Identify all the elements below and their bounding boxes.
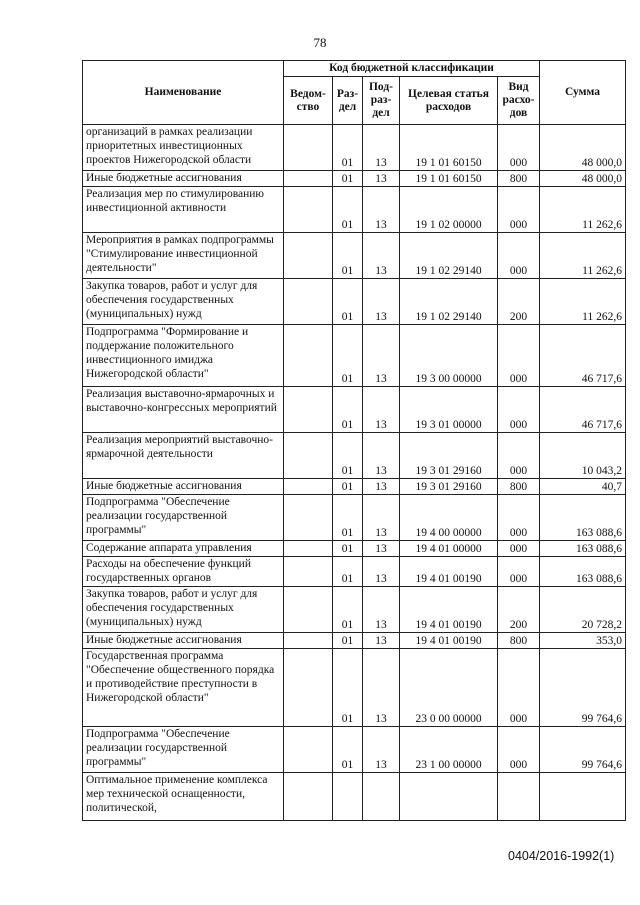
cell-podrazdel: 13 (363, 649, 400, 727)
cell-razdel: 01 (333, 433, 363, 479)
table-row (83, 387, 626, 433)
table-row (83, 479, 626, 495)
cell-podrazdel: 13 (363, 433, 400, 479)
cell-name: Иные бюджетные ассигнования (83, 633, 284, 649)
cell-razdel: 01 (333, 633, 363, 649)
cell-podrazdel: 13 (363, 387, 400, 433)
cell-podrazdel (363, 773, 400, 821)
cell-tselevaya: 23 1 00 00000 (400, 727, 498, 773)
table-row (83, 325, 626, 387)
cell-tselevaya: 19 4 00 00000 (400, 495, 498, 541)
cell-name: Государственная программа "Обеспечение общественного порядка и противодействие преступности в Нижегородской области" (83, 649, 284, 727)
cell-vid: 000 (498, 387, 540, 433)
cell-summa: 11 262,6 (540, 279, 626, 325)
cell-tselevaya: 19 4 01 00190 (400, 633, 498, 649)
table-row (83, 495, 626, 541)
table-row (83, 633, 626, 649)
cell-vedomstvo (284, 727, 333, 773)
cell-tselevaya: 19 4 01 00190 (400, 557, 498, 587)
table-row (83, 773, 626, 821)
cell-vedomstvo (284, 479, 333, 495)
cell-razdel: 01 (333, 649, 363, 727)
table-row (83, 587, 626, 633)
cell-vedomstvo (284, 387, 333, 433)
cell-name: Закупка товаров, работ и услуг для обеспечения государственных (муниципальных) нужд (83, 279, 284, 325)
cell-summa: 48 000,0 (540, 171, 626, 187)
cell-vid: 000 (498, 557, 540, 587)
cell-vedomstvo (284, 649, 333, 727)
cell-name: Подпрограмма "Обеспечение реализации государственной программы" (83, 495, 284, 541)
cell-tselevaya: 19 1 02 29140 (400, 233, 498, 279)
cell-vid: 000 (498, 649, 540, 727)
cell-podrazdel: 13 (363, 557, 400, 587)
document-code: 0404/2016-1992(1) (508, 849, 615, 863)
cell-vedomstvo (284, 557, 333, 587)
table-row (83, 541, 626, 557)
cell-name: Подпрограмма "Формирование и поддержание положительного инвестиционного имиджа Нижегородской области" (83, 325, 284, 387)
cell-tselevaya (400, 773, 498, 821)
cell-podrazdel: 13 (363, 479, 400, 495)
cell-vid: 800 (498, 171, 540, 187)
cell-razdel: 01 (333, 727, 363, 773)
cell-summa: 46 717,6 (540, 387, 626, 433)
cell-summa: 48 000,0 (540, 125, 626, 171)
cell-razdel: 01 (333, 171, 363, 187)
cell-tselevaya: 19 3 01 29160 (400, 479, 498, 495)
table-row (83, 649, 626, 727)
cell-razdel (333, 773, 363, 821)
cell-razdel: 01 (333, 541, 363, 557)
header-code-group: Код бюджетной классификации (284, 61, 540, 77)
cell-tselevaya: 19 3 01 29160 (400, 433, 498, 479)
cell-razdel: 01 (333, 479, 363, 495)
cell-vid: 800 (498, 479, 540, 495)
cell-vid: 000 (498, 727, 540, 773)
cell-vid: 200 (498, 279, 540, 325)
cell-razdel: 01 (333, 279, 363, 325)
cell-vedomstvo (284, 433, 333, 479)
cell-tselevaya: 23 0 00 00000 (400, 649, 498, 727)
cell-razdel: 01 (333, 557, 363, 587)
cell-name: Иные бюджетные ассигнования (83, 171, 284, 187)
cell-name: Оптимальное применение комплекса мер технической оснащенности, политической, (83, 773, 284, 821)
cell-name: Реализация выставочно-ярмарочных и выставочно-конгрессных мероприятий (83, 387, 284, 433)
cell-vid: 000 (498, 125, 540, 171)
cell-vid: 000 (498, 433, 540, 479)
cell-vid: 000 (498, 541, 540, 557)
cell-summa: 163 088,6 (540, 557, 626, 587)
cell-name: Реализация мероприятий выставочно-ярмарочной деятельности (83, 433, 284, 479)
cell-summa: 99 764,6 (540, 727, 626, 773)
cell-vedomstvo (284, 125, 333, 171)
cell-name: организаций в рамках реализации приоритетных инвестиционных проектов Нижегородской области (83, 125, 284, 171)
cell-summa: 40,7 (540, 479, 626, 495)
cell-tselevaya: 19 4 01 00000 (400, 541, 498, 557)
cell-podrazdel: 13 (363, 125, 400, 171)
cell-tselevaya: 19 1 02 29140 (400, 279, 498, 325)
cell-tselevaya: 19 1 01 60150 (400, 125, 498, 171)
page-number: 78 (313, 35, 327, 50)
cell-vid: 200 (498, 587, 540, 633)
cell-vedomstvo (284, 587, 333, 633)
header-vid: Вид расхо- дов (498, 77, 540, 125)
table-row (83, 727, 626, 773)
cell-name: Подпрограмма "Обеспечение реализации государственной программы" (83, 727, 284, 773)
cell-razdel: 01 (333, 125, 363, 171)
table-row (83, 433, 626, 479)
cell-summa: 99 764,6 (540, 649, 626, 727)
cell-tselevaya: 19 3 00 00000 (400, 325, 498, 387)
cell-vedomstvo (284, 773, 333, 821)
table-body (83, 125, 626, 821)
cell-vedomstvo (284, 633, 333, 649)
cell-podrazdel: 13 (363, 233, 400, 279)
header-summa: Сумма (540, 61, 626, 125)
budget-table (82, 60, 626, 821)
cell-summa: 11 262,6 (540, 187, 626, 233)
cell-podrazdel: 13 (363, 727, 400, 773)
cell-vid: 000 (498, 495, 540, 541)
cell-name: Расходы на обеспечение функций государственных органов (83, 557, 284, 587)
cell-vid: 000 (498, 233, 540, 279)
table-row (83, 187, 626, 233)
cell-vedomstvo (284, 541, 333, 557)
cell-tselevaya: 19 4 01 00190 (400, 587, 498, 633)
table-header (83, 61, 626, 125)
header-tselevaya: Целевая статья расходов (400, 77, 498, 125)
cell-vedomstvo (284, 171, 333, 187)
cell-name: Реализация мер по стимулированию инвестиционной активности (83, 187, 284, 233)
cell-podrazdel: 13 (363, 587, 400, 633)
cell-vedomstvo (284, 187, 333, 233)
cell-podrazdel: 13 (363, 633, 400, 649)
header-razdel: Раз- дел (333, 77, 363, 125)
cell-razdel: 01 (333, 495, 363, 541)
cell-razdel: 01 (333, 587, 363, 633)
cell-summa: 163 088,6 (540, 495, 626, 541)
cell-summa: 11 262,6 (540, 233, 626, 279)
cell-podrazdel: 13 (363, 541, 400, 557)
cell-name: Мероприятия в рамках подпрограммы "Стимулирование инвестиционной деятельности" (83, 233, 284, 279)
table-row (83, 233, 626, 279)
cell-podrazdel: 13 (363, 325, 400, 387)
cell-tselevaya: 19 1 02 00000 (400, 187, 498, 233)
table-row (83, 125, 626, 171)
cell-name: Содержание аппарата управления (83, 541, 284, 557)
table-row (83, 171, 626, 187)
cell-razdel: 01 (333, 187, 363, 233)
cell-tselevaya: 19 3 01 00000 (400, 387, 498, 433)
cell-razdel: 01 (333, 233, 363, 279)
cell-name: Иные бюджетные ассигнования (83, 479, 284, 495)
cell-summa (540, 773, 626, 821)
cell-vid: 800 (498, 633, 540, 649)
cell-vedomstvo (284, 279, 333, 325)
cell-summa: 46 717,6 (540, 325, 626, 387)
cell-vid (498, 773, 540, 821)
cell-podrazdel: 13 (363, 171, 400, 187)
cell-podrazdel: 13 (363, 279, 400, 325)
cell-razdel: 01 (333, 325, 363, 387)
cell-summa: 10 043,2 (540, 433, 626, 479)
cell-podrazdel: 13 (363, 187, 400, 233)
table-row (83, 557, 626, 587)
header-podrazdel: Под- раз- дел (363, 77, 400, 125)
cell-summa: 20 728,2 (540, 587, 626, 633)
cell-summa: 353,0 (540, 633, 626, 649)
cell-vedomstvo (284, 495, 333, 541)
cell-name: Закупка товаров, работ и услуг для обеспечения государственных (муниципальных) нужд (83, 587, 284, 633)
header-vedomstvo: Ведом- ство (284, 77, 333, 125)
cell-tselevaya: 19 1 01 60150 (400, 171, 498, 187)
cell-summa: 163 088,6 (540, 541, 626, 557)
cell-razdel: 01 (333, 387, 363, 433)
cell-vedomstvo (284, 233, 333, 279)
cell-vid: 000 (498, 325, 540, 387)
cell-vedomstvo (284, 325, 333, 387)
table-row (83, 279, 626, 325)
cell-vid: 000 (498, 187, 540, 233)
header-name: Наименование (83, 61, 284, 125)
cell-podrazdel: 13 (363, 495, 400, 541)
